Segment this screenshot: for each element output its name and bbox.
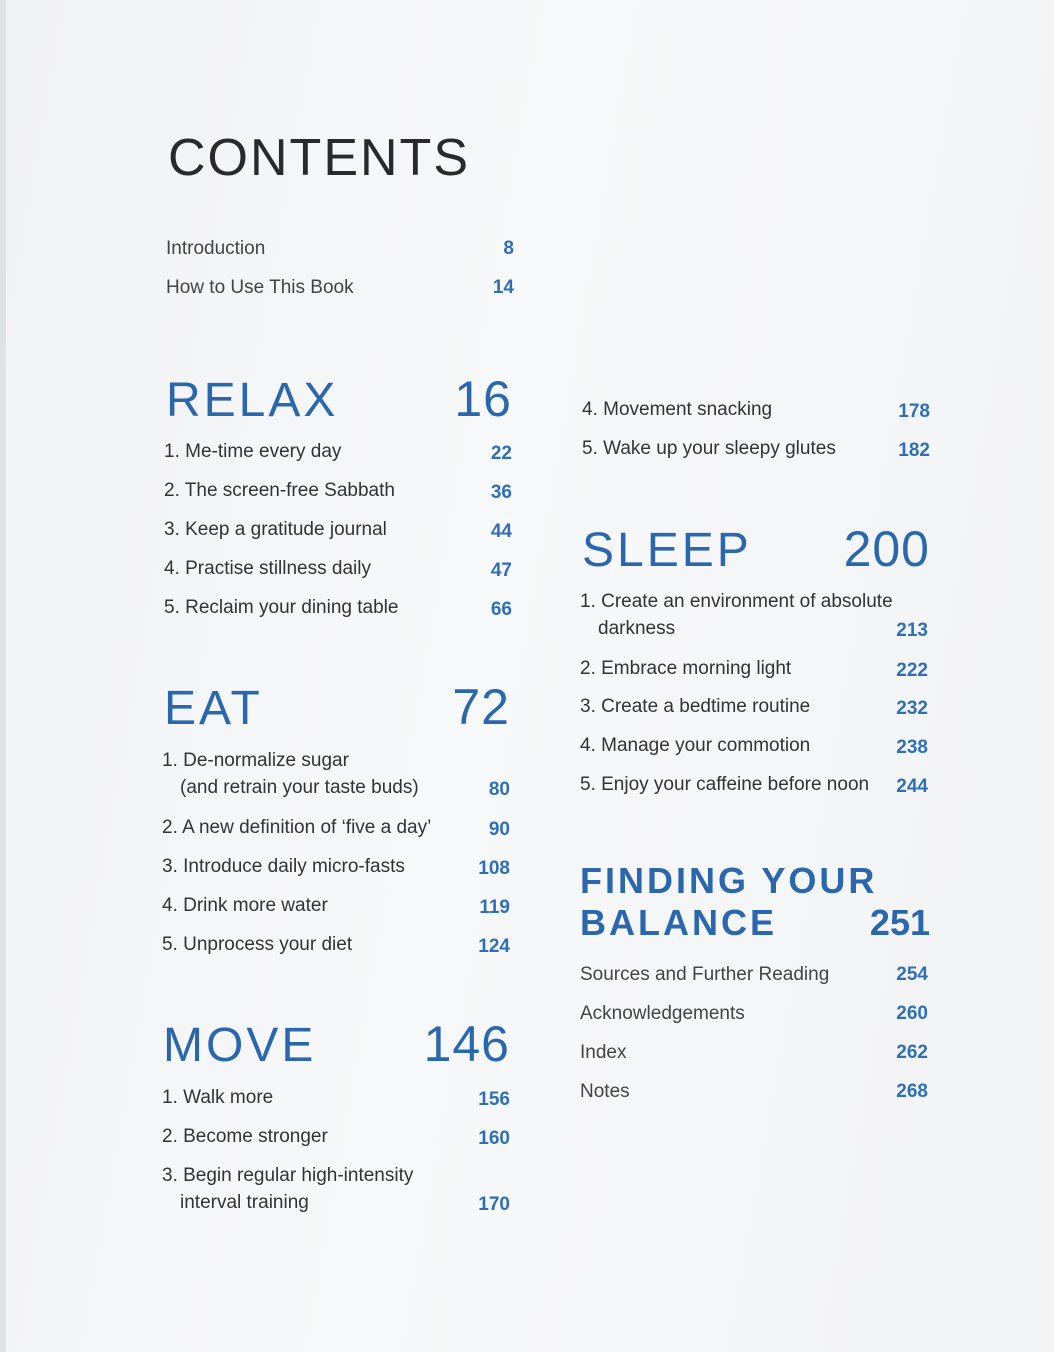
section-heading-relax: RELAX 16 — [166, 371, 512, 427]
toc-entry-notes: Notes 268 — [580, 1081, 928, 1102]
toc-entry: 4. Movement snacking 178 — [582, 399, 930, 422]
page-edge — [0, 0, 6, 1352]
section-page-number: 251 — [869, 902, 930, 943]
toc-entry: 1. De-normalize sugar (and retrain your taste buds) 80 — [162, 750, 510, 800]
toc-entry: 2. The screen-free Sabbath 36 — [164, 480, 512, 503]
toc-entry: 2. Embrace morning light 222 — [580, 658, 928, 681]
section-page-number: 200 — [843, 521, 930, 577]
toc-entry: 5. Wake up your sleepy glutes 182 — [582, 438, 930, 461]
section-heading-move: MOVE 146 — [163, 1016, 510, 1072]
toc-entry: 1. Me-time every day 22 — [164, 441, 512, 464]
section-heading-sleep: SLEEP 200 — [582, 521, 930, 577]
toc-entry: 2. Become stronger 160 — [162, 1126, 510, 1149]
toc-entry: 3. Introduce daily micro-fasts 108 — [162, 856, 510, 879]
toc-entry: 5. Enjoy your caffeine before noon 244 — [580, 774, 928, 797]
toc-entry: 5. Reclaim your dining table 66 — [164, 597, 512, 620]
toc-entry: 5. Unprocess your diet 124 — [162, 934, 510, 957]
toc-entry: 3. Begin regular high-intensity interval training 170 — [162, 1165, 510, 1215]
toc-entry-index: Index 262 — [580, 1042, 928, 1063]
toc-entry: 3. Create a bedtime routine 232 — [580, 696, 928, 719]
toc-entry-acknowledgements: Acknowledgements 260 — [580, 1003, 928, 1024]
toc-entry: 4. Practise stillness daily 47 — [164, 558, 512, 581]
toc-entry: 1. Create an environment of absolute darkness 213 — [580, 591, 928, 641]
page-number: 8 — [503, 238, 514, 259]
page-number: 14 — [492, 277, 514, 298]
section-page-number: 146 — [423, 1016, 510, 1072]
section-page-number: 72 — [452, 679, 510, 735]
toc-entry: 2. A new definition of ‘five a day’ 90 — [162, 817, 510, 840]
toc-entry: 1. Walk more 156 — [162, 1087, 510, 1110]
toc-entry: 4. Manage your commotion 238 — [580, 735, 928, 758]
section-heading-eat: EAT 72 — [164, 679, 510, 735]
toc-entry-how-to-use: How to Use This Book 14 — [166, 277, 514, 298]
toc-entry: 3. Keep a gratitude journal 44 — [164, 519, 512, 542]
page-title: CONTENTS — [168, 129, 470, 187]
section-heading-balance: FINDING YOUR BALANCE 251 — [580, 860, 930, 943]
section-page-number: 16 — [454, 371, 512, 427]
toc-entry-introduction: Introduction 8 — [166, 238, 514, 259]
toc-entry-sources: Sources and Further Reading 254 — [580, 964, 928, 985]
toc-entry: 4. Drink more water 119 — [162, 895, 510, 918]
